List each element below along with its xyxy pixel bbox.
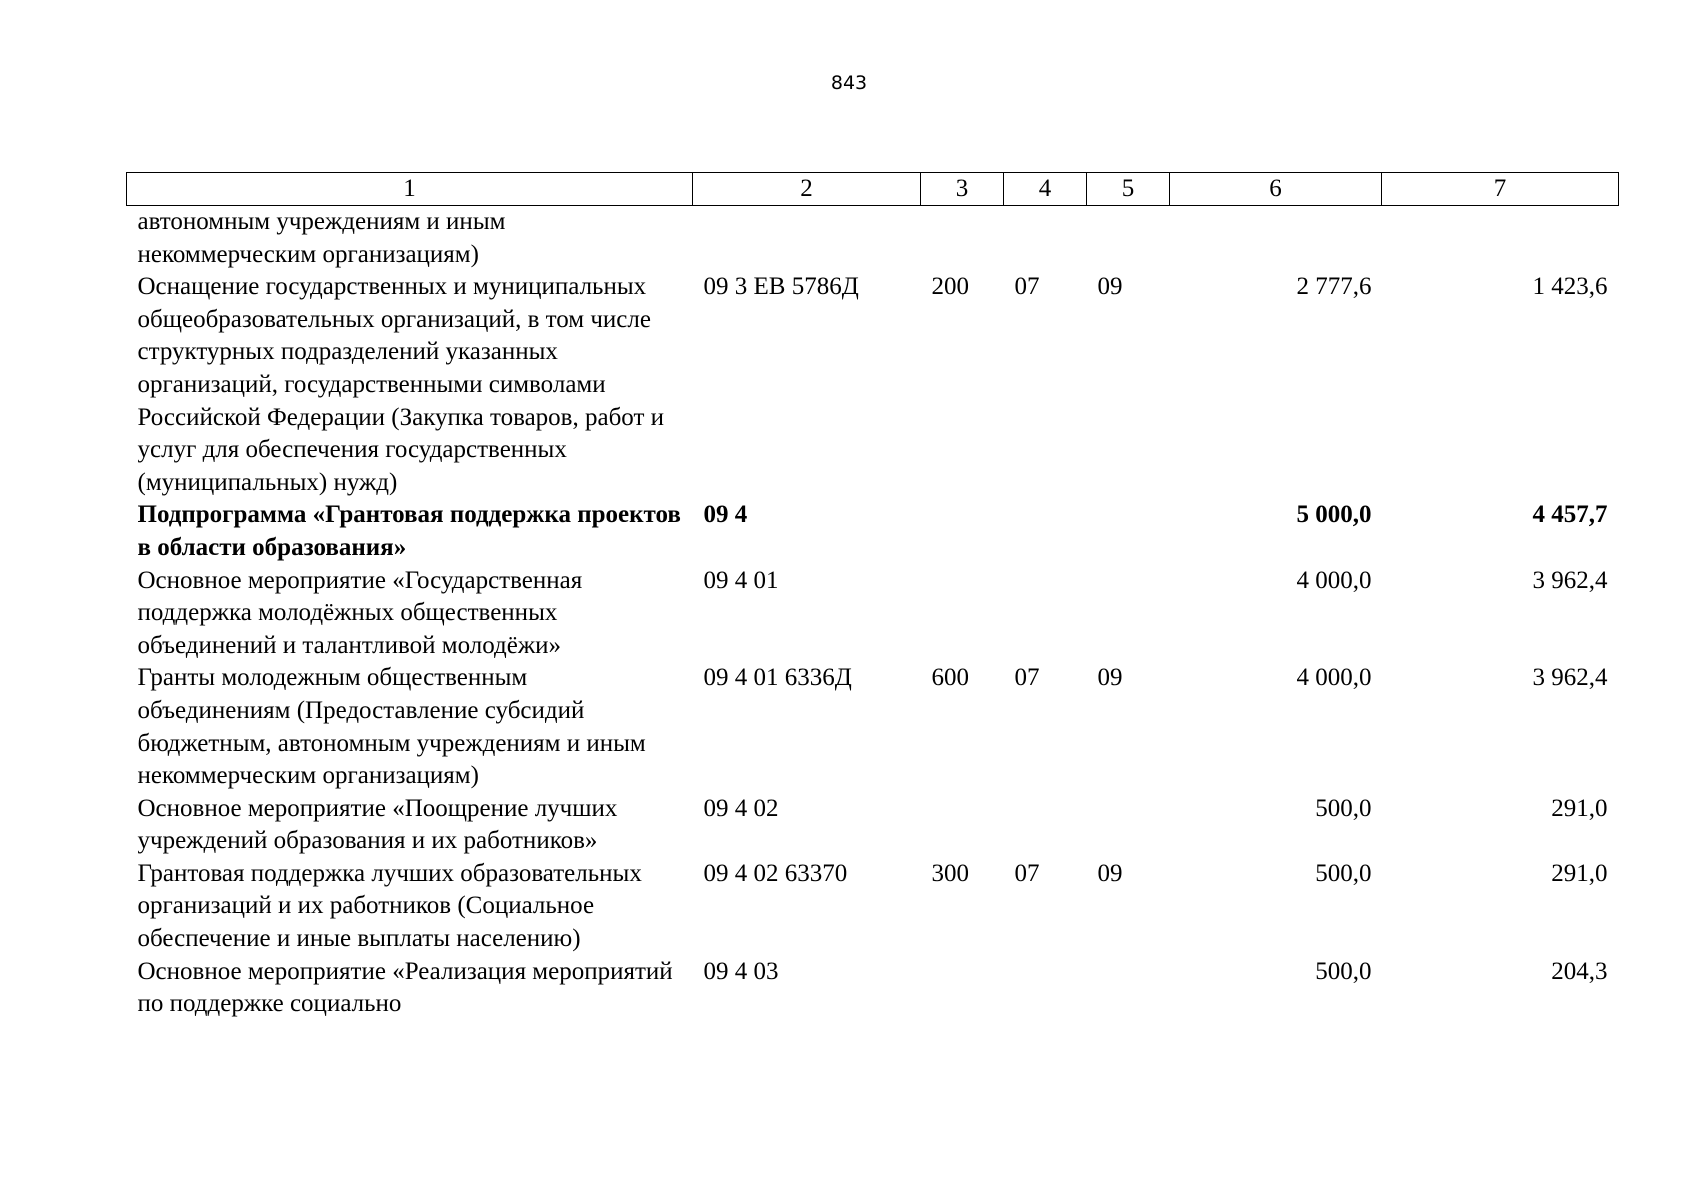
row-col6-value: 2 777,6 — [1296, 273, 1372, 301]
row-code-cell: 09 4 — [703, 501, 748, 529]
row-col5-cell: 09 — [1097, 859, 1123, 887]
row-name-cell: Оснащение государственных и муниципальных общеобразовательных организаций, в том числе структурных подразделений указанных организаций, государственными символами Российской Федерации (Закупка товаров, работ и услуг для обеспечения государственных (муниципальных) нужд) — [137, 273, 665, 496]
header-col-6: 6 — [1170, 173, 1382, 206]
row-col7-value: 1 423,6 — [1532, 273, 1608, 301]
row-col3-cell — [921, 206, 1004, 272]
row-col6-value: 4 000,0 — [1296, 664, 1372, 692]
row-col4-cell — [1004, 793, 1087, 858]
row-col4-cell: 07 — [1014, 273, 1040, 301]
row-col4-cell — [1004, 499, 1087, 564]
header-col-3: 3 — [921, 173, 1004, 206]
row-code-cell: 09 4 03 — [703, 957, 779, 985]
table-row — [127, 206, 1619, 272]
row-col3-cell — [921, 499, 1004, 564]
row-name-cell: Грантовая поддержка лучших образовательных организаций и их работников (Социальное обеспечение и иные выплаты населению) — [137, 859, 642, 953]
row-name-cell: Основное мероприятие «Реализация мероприятий по поддержке социально — [137, 957, 673, 1018]
row-col6-value: 4 000,0 — [1296, 566, 1372, 594]
row-col5-cell: 09 — [1097, 273, 1123, 301]
table-row — [127, 565, 1619, 663]
table-row — [127, 793, 1619, 858]
row-col7-value: 291,0 — [1551, 794, 1608, 822]
row-name-cell: Подпрограмма «Грантовая поддержка проектов в области образования» — [137, 501, 681, 561]
row-col3-cell — [921, 565, 1004, 663]
table-row — [127, 858, 1619, 956]
table-header — [127, 173, 1619, 206]
row-code-cell — [693, 206, 921, 272]
row-col5-cell — [1087, 956, 1170, 1021]
page-number: 843 — [830, 72, 868, 94]
row-col3-cell: 200 — [931, 273, 969, 301]
header-col-1: 1 — [127, 173, 693, 206]
row-col4-cell — [1004, 565, 1087, 663]
row-col6-value: 500,0 — [1315, 957, 1372, 985]
row-code-cell: 09 4 02 — [703, 794, 779, 822]
table-row — [127, 956, 1619, 1021]
row-col3-cell: 300 — [931, 859, 969, 887]
budget-table-container — [126, 172, 1618, 1021]
row-name-cell: автономным учреждениям и иным некоммерческим организациям) — [137, 208, 506, 268]
row-col7-value: 3 962,4 — [1532, 664, 1608, 692]
table-row-subprogram — [127, 499, 1619, 564]
row-col3-cell — [921, 793, 1004, 858]
header-col-5: 5 — [1087, 173, 1170, 206]
row-col6-value: 500,0 — [1315, 794, 1372, 822]
row-code-cell: 09 3 ЕВ 5786Д — [703, 273, 859, 301]
row-col6-value — [1170, 206, 1382, 272]
row-col4-cell — [1004, 956, 1087, 1021]
row-name-cell: Основное мероприятие «Государственная поддержка молодёжных общественных объединений и талантливой молодёжи» — [137, 566, 583, 659]
table-body — [127, 206, 1619, 1021]
row-col3-cell: 600 — [931, 664, 969, 692]
row-col6-value: 5 000,0 — [1296, 501, 1372, 529]
row-col5-cell — [1087, 206, 1170, 272]
row-col7-value: 3 962,4 — [1532, 566, 1608, 594]
row-col5-cell: 09 — [1097, 664, 1123, 692]
row-col3-cell — [921, 956, 1004, 1021]
row-col4-cell: 07 — [1014, 664, 1040, 692]
table-row — [127, 271, 1619, 499]
row-col7-value: 204,3 — [1551, 957, 1608, 985]
row-code-cell: 09 4 01 6336Д — [703, 664, 852, 692]
row-code-cell: 09 4 02 63370 — [703, 859, 848, 887]
row-col7-value: 291,0 — [1551, 859, 1608, 887]
header-col-4: 4 — [1004, 173, 1087, 206]
row-col5-cell — [1087, 565, 1170, 663]
header-col-7: 7 — [1382, 173, 1619, 206]
row-col5-cell — [1087, 793, 1170, 858]
row-col4-cell: 07 — [1014, 859, 1040, 887]
row-col7-value — [1382, 206, 1619, 272]
header-row — [127, 173, 1619, 206]
row-name-cell: Гранты молодежным общественным объединениям (Предоставление субсидий бюджетным, автономным учреждениям и иным некоммерческим организациям) — [137, 664, 646, 790]
row-col7-value: 4 457,7 — [1532, 501, 1608, 529]
row-col4-cell — [1004, 206, 1087, 272]
budget-table — [126, 172, 1619, 1021]
row-col6-value: 500,0 — [1315, 859, 1372, 887]
row-code-cell: 09 4 01 — [703, 566, 779, 594]
row-name-cell: Основное мероприятие «Поощрение лучших учреждений образования и их работников» — [137, 794, 618, 855]
table-row — [127, 662, 1619, 792]
row-col5-cell — [1087, 499, 1170, 564]
header-col-2: 2 — [693, 173, 921, 206]
